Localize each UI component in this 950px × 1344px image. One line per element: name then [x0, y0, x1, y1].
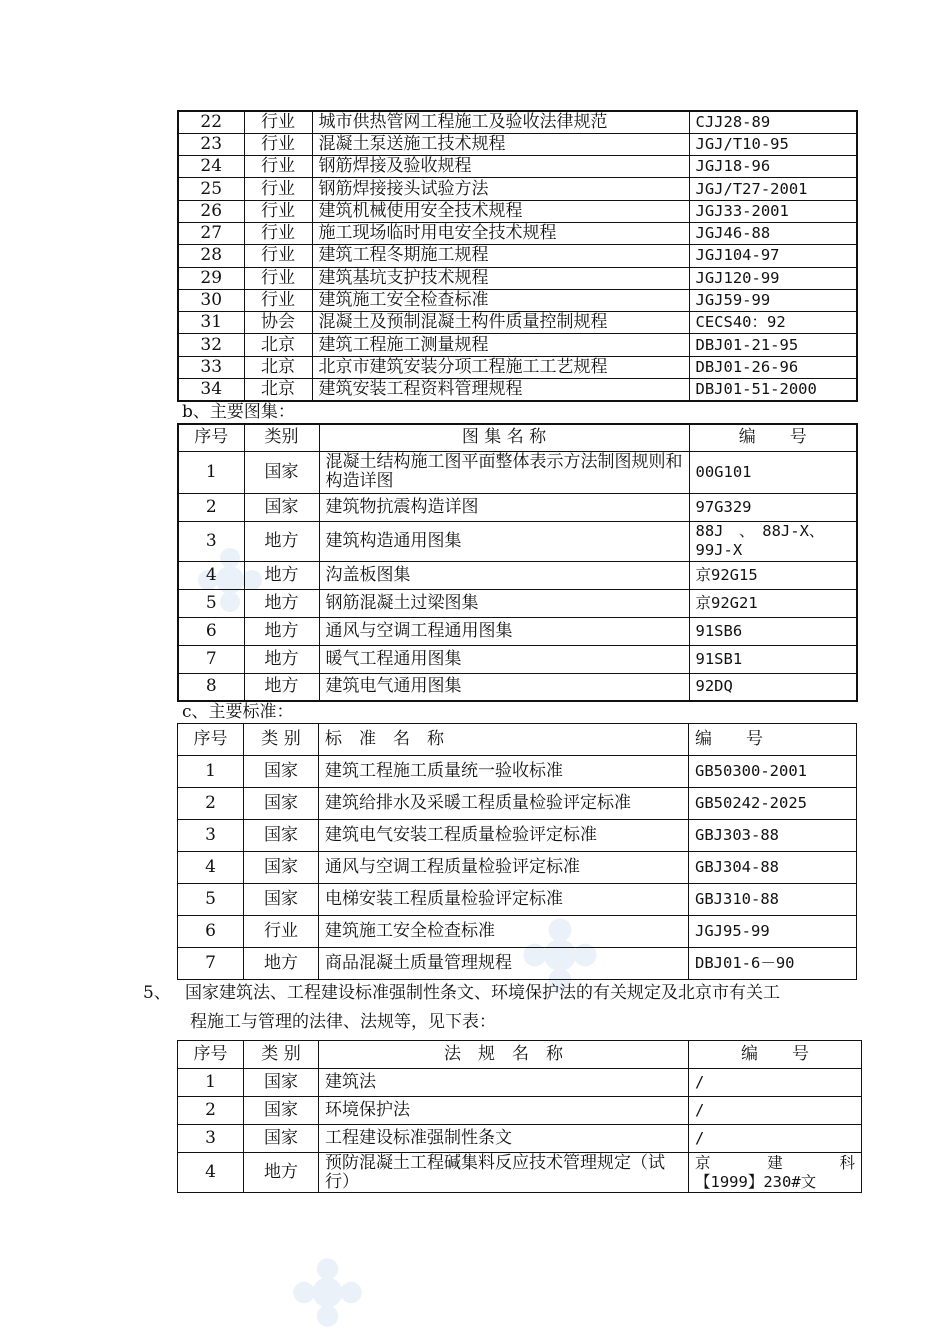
row-category: 国家: [244, 852, 319, 884]
row-code: DBJ01-21-95: [689, 334, 857, 356]
row-category: 国家: [244, 884, 319, 916]
header-no: 序号: [178, 724, 244, 756]
row-code: JGJ120-99: [689, 267, 857, 289]
row-category: 地方: [244, 673, 319, 701]
row-number: 26: [178, 200, 244, 222]
row-number: 30: [178, 289, 244, 311]
row-number: 22: [178, 111, 244, 133]
table-row: [178, 451, 857, 493]
header-cat: 类别: [244, 424, 319, 451]
header-cat: 类 别: [244, 724, 319, 756]
item5-line1: 国家建筑法、工程建设标准强制性条文、环境保护法的有关规定及北京市有关工: [185, 983, 780, 1003]
row-name: 建筑机械使用安全技术规程: [312, 200, 689, 222]
table-row: [178, 334, 857, 356]
header-no: 序号: [178, 1041, 244, 1069]
table-row: [178, 267, 857, 289]
row-name: 建筑构造通用图集: [319, 521, 689, 561]
row-code: 92DQ: [689, 673, 857, 701]
section-b-heading: b、主要图集：: [182, 402, 295, 422]
row-name: 建筑基坑支护技术规程: [312, 267, 689, 289]
row-category: 行业: [244, 156, 312, 178]
header-no: 序号: [178, 424, 244, 451]
row-name: 建筑法: [319, 1069, 689, 1097]
row-code-line2: 【1999】230#文: [695, 1172, 817, 1191]
table-row: [178, 852, 857, 884]
row-number: 5: [178, 589, 244, 617]
row-category: 行业: [244, 222, 312, 244]
row-category: 行业: [244, 245, 312, 267]
table-row: [178, 916, 857, 948]
row-code: 京92G21: [689, 589, 857, 617]
row-category: 地方: [244, 617, 319, 645]
row-category: 地方: [244, 521, 319, 561]
header-code: 编 号: [689, 724, 857, 756]
table-header-row: [178, 424, 857, 451]
table-row: [178, 356, 857, 378]
row-category: 北京: [244, 334, 312, 356]
laws-table: [177, 1040, 862, 1193]
row-category: 行业: [244, 133, 312, 155]
row-category: 国家: [244, 1097, 319, 1125]
table-row: [178, 222, 857, 244]
row-name: 建筑安装工程资料管理规程: [312, 379, 689, 401]
table-row: [178, 617, 857, 645]
row-category: 行业: [244, 267, 312, 289]
row-name: 建筑工程冬期施工规程: [312, 245, 689, 267]
atlas-table: [177, 423, 858, 702]
row-name: 通风与空调工程质量检验评定标准: [319, 852, 689, 884]
row-category: 国家: [244, 493, 319, 521]
row-number: 6: [178, 617, 244, 645]
row-code: GB50242-2025: [689, 788, 857, 820]
row-category: 国家: [244, 1069, 319, 1097]
row-code: /: [689, 1125, 862, 1153]
row-code-line1: 京 建 科: [695, 1153, 855, 1172]
table-row: [178, 948, 857, 980]
row-code: /: [689, 1097, 862, 1125]
row-number: 29: [178, 267, 244, 289]
table-row: [178, 1125, 862, 1153]
watermark-logo-icon: [290, 1255, 365, 1330]
row-code: GBJ310-88: [689, 884, 857, 916]
row-number: 3: [178, 521, 244, 561]
row-name: 混凝土及预制混凝土构件质量控制规程: [312, 312, 689, 334]
row-code: 京92G15: [689, 561, 857, 589]
row-category: 国家: [244, 451, 319, 493]
row-number: 1: [178, 756, 244, 788]
row-category: 国家: [244, 756, 319, 788]
row-category: 国家: [244, 788, 319, 820]
row-number: 4: [178, 1153, 244, 1193]
table-row: [178, 645, 857, 673]
row-name: 商品混凝土质量管理规程: [319, 948, 689, 980]
row-number: 3: [178, 1125, 244, 1153]
row-number: 7: [178, 645, 244, 673]
row-category: 国家: [244, 1125, 319, 1153]
row-code: 00G101: [689, 451, 857, 493]
row-number: 1: [178, 451, 244, 493]
row-code: DBJ01-51-2000: [689, 379, 857, 401]
row-category: 行业: [244, 916, 319, 948]
row-category: 地方: [244, 589, 319, 617]
table-row: [178, 1097, 862, 1125]
row-name: 建筑工程施工质量统一验收标准: [319, 756, 689, 788]
row-name: 沟盖板图集: [319, 561, 689, 589]
row-name: 建筑物抗震构造详图: [319, 493, 689, 521]
table-row: [178, 245, 857, 267]
row-code: DBJ01-6－90: [689, 948, 857, 980]
row-number: 2: [178, 493, 244, 521]
row-name: 电梯安装工程质量检验评定标准: [319, 884, 689, 916]
row-code: 91SB1: [689, 645, 857, 673]
regulations-table-continued: [177, 110, 858, 402]
table-row: [178, 673, 857, 701]
row-number: 24: [178, 156, 244, 178]
row-category: 国家: [244, 820, 319, 852]
row-name: 北京市建筑安装分项工程施工工艺规程: [312, 356, 689, 378]
row-name: 建筑施工安全检查标准: [312, 289, 689, 311]
row-name: 建筑工程施工测量规程: [312, 334, 689, 356]
row-name: 钢筋混凝土过梁图集: [319, 589, 689, 617]
row-number: 2: [178, 788, 244, 820]
row-category: 行业: [244, 111, 312, 133]
item5-number: 5、: [143, 983, 171, 1003]
table-row: [178, 561, 857, 589]
row-name: 暖气工程通用图集: [319, 645, 689, 673]
row-number: 34: [178, 379, 244, 401]
row-code: JGJ95-99: [689, 916, 857, 948]
header-code: 编 号: [689, 1041, 862, 1069]
row-number: 32: [178, 334, 244, 356]
row-code: CJJ28-89: [689, 111, 857, 133]
row-category: 行业: [244, 178, 312, 200]
header-name: 图 集 名 称: [319, 424, 689, 451]
table-row: [178, 133, 857, 155]
row-category: 行业: [244, 200, 312, 222]
table-row: [178, 521, 857, 561]
row-number: 28: [178, 245, 244, 267]
row-code: GB50300-2001: [689, 756, 857, 788]
row-number: 6: [178, 916, 244, 948]
row-name: 建筑施工安全检查标准: [319, 916, 689, 948]
row-code: GBJ304-88: [689, 852, 857, 884]
row-number: 23: [178, 133, 244, 155]
row-number: 2: [178, 1097, 244, 1125]
row-name: 预防混凝土工程碱集料反应技术管理规定（试行）: [319, 1153, 689, 1193]
row-number: 25: [178, 178, 244, 200]
row-category: 地方: [244, 1153, 319, 1193]
row-category: 北京: [244, 356, 312, 378]
table-row: [178, 589, 857, 617]
item5-line2: 程施工与管理的法律、法规等，见下表：: [190, 1012, 496, 1032]
row-code: JGJ/T10-95: [689, 133, 857, 155]
row-code: CECS40：92: [689, 312, 857, 334]
standards-table: [177, 723, 857, 980]
row-code: JGJ18-96: [689, 156, 857, 178]
row-name: 城市供热管网工程施工及验收法律规范: [312, 111, 689, 133]
table-row: [178, 156, 857, 178]
table-row: [178, 312, 857, 334]
table-header-row: [178, 1041, 862, 1069]
row-code: [689, 1153, 862, 1193]
table-row: [178, 111, 857, 133]
row-name: 建筑电气通用图集: [319, 673, 689, 701]
header-code: 编 号: [689, 424, 857, 451]
row-name: 混凝土泵送施工技术规程: [312, 133, 689, 155]
row-number: 4: [178, 561, 244, 589]
header-cat: 类 别: [244, 1041, 319, 1069]
row-number: 31: [178, 312, 244, 334]
row-category: 北京: [244, 379, 312, 401]
row-code: 91SB6: [689, 617, 857, 645]
row-name: 建筑电气安装工程质量检验评定标准: [319, 820, 689, 852]
table-row: [178, 820, 857, 852]
row-name: 建筑给排水及采暖工程质量检验评定标准: [319, 788, 689, 820]
header-name: 标 准 名 称: [319, 724, 689, 756]
table-row: [178, 884, 857, 916]
table-row: [178, 178, 857, 200]
row-code: 97G329: [689, 493, 857, 521]
table-row: [178, 1069, 862, 1097]
row-category: 协会: [244, 312, 312, 334]
row-code: JGJ46-88: [689, 222, 857, 244]
row-code: JGJ/T27-2001: [689, 178, 857, 200]
row-code: /: [689, 1069, 862, 1097]
row-code: GBJ303-88: [689, 820, 857, 852]
row-number: 4: [178, 852, 244, 884]
row-category: 地方: [244, 561, 319, 589]
row-name: 钢筋焊接接头试验方法: [312, 178, 689, 200]
row-code: JGJ59-99: [689, 289, 857, 311]
table-row: [178, 289, 857, 311]
row-category: 地方: [244, 948, 319, 980]
row-code: 88J 、 88J-X、99J-X: [689, 521, 857, 561]
table-row: [178, 379, 857, 401]
row-name: 钢筋焊接及验收规程: [312, 156, 689, 178]
row-code: JGJ104-97: [689, 245, 857, 267]
table-row: [178, 493, 857, 521]
row-name: 工程建设标准强制性条文: [319, 1125, 689, 1153]
table-row: [178, 788, 857, 820]
table-row: [178, 1153, 862, 1193]
row-name: 环境保护法: [319, 1097, 689, 1125]
row-code: DBJ01-26-96: [689, 356, 857, 378]
row-category: 地方: [244, 645, 319, 673]
row-code: JGJ33-2001: [689, 200, 857, 222]
row-number: 8: [178, 673, 244, 701]
row-number: 27: [178, 222, 244, 244]
row-name: 混凝土结构施工图平面整体表示方法制图规则和构造详图: [319, 451, 689, 493]
row-name: 通风与空调工程通用图集: [319, 617, 689, 645]
row-number: 7: [178, 948, 244, 980]
row-number: 1: [178, 1069, 244, 1097]
row-number: 33: [178, 356, 244, 378]
table-row: [178, 756, 857, 788]
header-name: 法 规 名 称: [319, 1041, 689, 1069]
row-number: 3: [178, 820, 244, 852]
row-name: 施工现场临时用电安全技术规程: [312, 222, 689, 244]
row-category: 行业: [244, 289, 312, 311]
table-row: [178, 200, 857, 222]
table-header-row: [178, 724, 857, 756]
row-number: 5: [178, 884, 244, 916]
section-c-heading: c、主要标准：: [182, 702, 294, 722]
